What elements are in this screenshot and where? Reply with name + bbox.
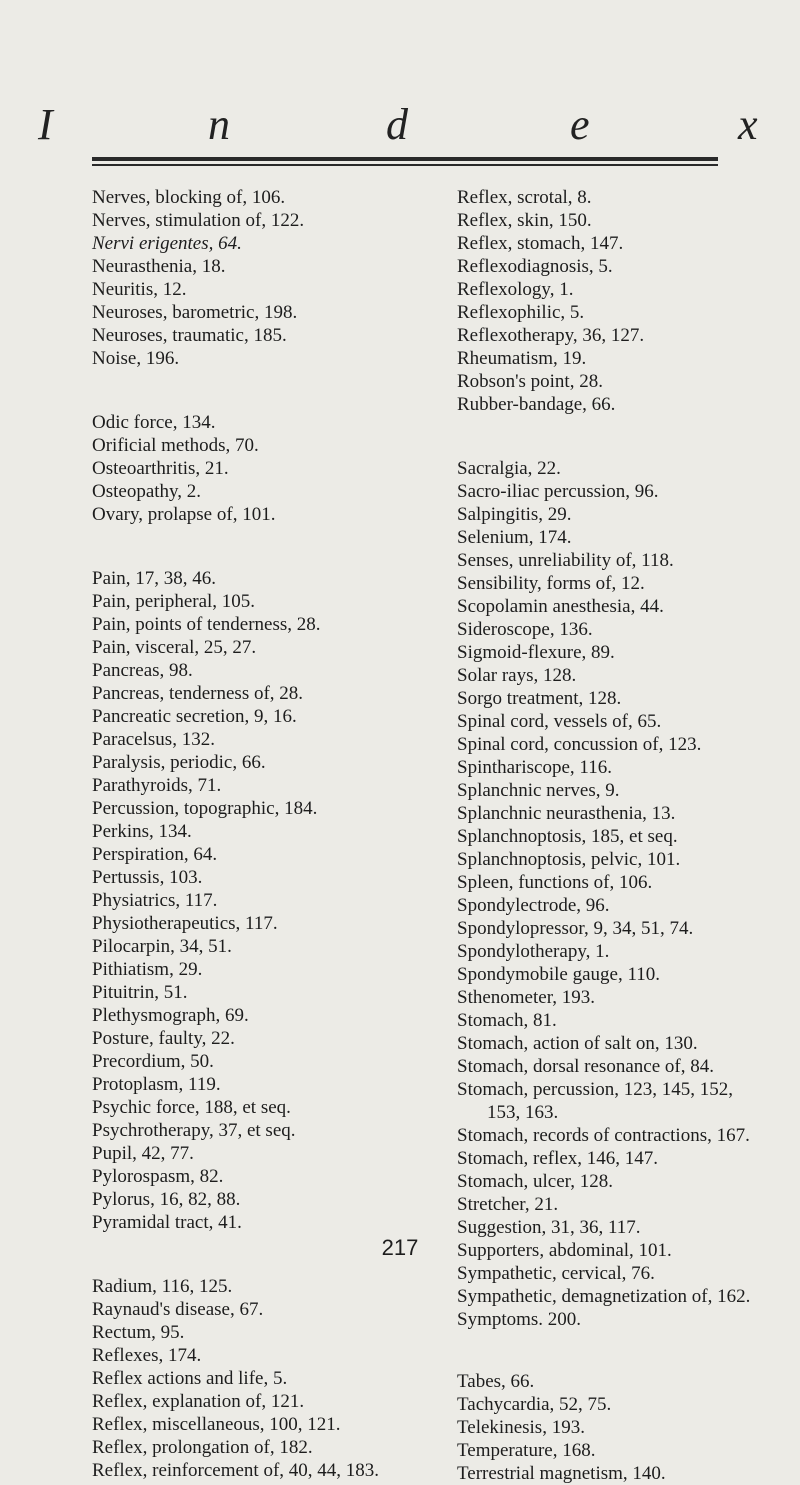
index-entry: Senses, unreliability of, 118. [457, 550, 674, 571]
index-entry: Telekinesis, 193. [457, 1417, 585, 1438]
index-entry: Pertussis, 103. [92, 867, 203, 888]
index-entry: Sigmoid-flexure, 89. [457, 642, 615, 663]
index-entry: Pylorus, 16, 82, 88. [92, 1189, 241, 1210]
index-entry: Reflexotherapy, 36, 127. [457, 325, 645, 346]
index-entry: Stretcher, 21. [457, 1194, 559, 1215]
index-entry: Protoplasm, 119. [92, 1074, 221, 1095]
index-entry: Sensibility, forms of, 12. [457, 573, 645, 594]
index-entry: Physiotherapeutics, 117. [92, 913, 278, 934]
index-entry: Ovary, prolapse of, 101. [92, 504, 276, 525]
index-entry: Tachycardia, 52, 75. [457, 1394, 612, 1415]
index-entry: Sorgo treatment, 128. [457, 688, 622, 709]
group-spacer [92, 526, 422, 567]
index-entry-continuation: 153, 163. [487, 1102, 559, 1123]
index-entry: Spondylectrode, 96. [457, 895, 610, 916]
page-number: 217 [381, 1235, 419, 1260]
index-entry: Reflex, scrotal, 8. [457, 187, 592, 208]
index-entry: Sthenometer, 193. [457, 987, 596, 1008]
index-entry: Nerves, stimulation of, 122. [92, 210, 305, 231]
group-spacer [92, 370, 422, 411]
index-entry: Paracelsus, 132. [92, 729, 215, 750]
index-entry: Osteoarthritis, 21. [92, 458, 229, 479]
index-entry: Sacro-iliac percussion, 96. [457, 481, 659, 502]
index-entry: Neurasthenia, 18. [92, 256, 226, 277]
index-entry: Selenium, 174. [457, 527, 572, 548]
index-entry: Pituitrin, 51. [92, 982, 188, 1003]
index-entry: Pylorospasm, 82. [92, 1166, 224, 1187]
index-entry: Symptoms. 200. [457, 1309, 582, 1330]
index-entry: Stomach, dorsal resonance of, 84. [457, 1056, 714, 1077]
index-entry: Splanchnic neurasthenia, 13. [457, 803, 676, 824]
index-entry: Reflex, miscellaneous, 100, 121. [92, 1414, 341, 1435]
heading-letter: d [386, 100, 408, 149]
index-entry: Splanchnoptosis, pelvic, 101. [457, 849, 681, 870]
index-entry: Percussion, topographic, 184. [92, 798, 318, 819]
index-entry: Reflex actions and life, 5. [92, 1368, 288, 1389]
index-entry: Rheumatism, 19. [457, 348, 587, 369]
index-entry: Splanchnoptosis, 185, et seq. [457, 826, 678, 847]
index-entry: Spondylopressor, 9, 34, 51, 74. [457, 918, 694, 939]
index-entry: Sympathetic, demagnetization of, 162. [457, 1286, 751, 1307]
index-entry: Stomach, records of contractions, 167. [457, 1125, 750, 1146]
index-entry: Reflexophilic, 5. [457, 302, 585, 323]
index-entry: Reflex, prolongation of, 182. [92, 1437, 313, 1458]
index-entry: Salpingitis, 29. [457, 504, 572, 525]
index-entry: Reflexes, 174. [92, 1345, 202, 1366]
index-entry: Tabes, 66. [457, 1371, 535, 1392]
index-entry: Parathyroids, 71. [92, 775, 222, 796]
heading-rule [92, 164, 718, 166]
index-entry: Plethysmograph, 69. [92, 1005, 249, 1026]
index-entry: Spinal cord, vessels of, 65. [457, 711, 662, 732]
index-entry [92, 232, 422, 255]
index-entry: Neuritis, 12. [92, 279, 187, 300]
index-entry: Stomach, reflex, 146, 147. [457, 1148, 659, 1169]
index-entry: Pain, visceral, 25, 27. [92, 637, 257, 658]
left-column [92, 186, 422, 1482]
index-entry: Solar rays, 128. [457, 665, 577, 686]
index-entry: Odic force, 134. [92, 412, 216, 433]
index-entry: Spondylotherapy, 1. [457, 941, 610, 962]
index-entry: Sacralgia, 22. [457, 458, 561, 479]
index-entry: Pain, peripheral, 105. [92, 591, 256, 612]
index-entry: Spondymobile gauge, 110. [457, 964, 660, 985]
index-entry: Supporters, abdominal, 101. [457, 1240, 672, 1261]
index-entry: Pilocarpin, 34, 51. [92, 936, 232, 957]
index-entry: Rubber-bandage, 66. [457, 394, 616, 415]
index-group-o [92, 411, 422, 526]
index-entry: Physiatrics, 117. [92, 890, 218, 911]
index-entry: Radium, 116, 125. [92, 1276, 233, 1297]
index-entry: Reflex, skin, 150. [457, 210, 592, 231]
index-entry: Robson's point, 28. [457, 371, 603, 392]
index-entry: Neuroses, traumatic, 185. [92, 325, 287, 346]
index-heading [36, 100, 756, 150]
index-entry: Raynaud's disease, 67. [92, 1299, 264, 1320]
index-entry: Pancreatic secretion, 9, 16. [92, 706, 297, 727]
index-entry: Psychic force, 188, et seq. [92, 1097, 291, 1118]
index-entry: Spleen, functions of, 106. [457, 872, 653, 893]
index-entry-term: Nervi erigentes, 64. [92, 233, 242, 254]
right-column [457, 186, 757, 1485]
index-entry: Reflex, explanation of, 121. [92, 1391, 305, 1412]
index-entry: Posture, faulty, 22. [92, 1028, 235, 1049]
index-entry: Pancreas, tenderness of, 28. [92, 683, 304, 704]
index-entry: Nerves, blocking of, 106. [92, 187, 286, 208]
index-entry: Pithiatism, 29. [92, 959, 203, 980]
heading-letter: e [570, 100, 590, 149]
index-entry: Paralysis, periodic, 66. [92, 752, 266, 773]
index-entry: Spinthariscope, 116. [457, 757, 612, 778]
index-entry: Rectum, 95. [92, 1322, 185, 1343]
index-group-s [457, 457, 757, 1331]
index-entry: Spinal cord, concussion of, 123. [457, 734, 702, 755]
index-entry: Noise, 196. [92, 348, 180, 369]
index-entry: Osteopathy, 2. [92, 481, 202, 502]
index-entry: Scopolamin anesthesia, 44. [457, 596, 664, 617]
index-entry: Suggestion, 31, 36, 117. [457, 1217, 641, 1238]
index-entry: Stomach, ulcer, 128. [457, 1171, 613, 1192]
heading-letter: n [208, 100, 230, 149]
index-entry: Splanchnic nerves, 9. [457, 780, 620, 801]
index-entry: Reflex, reinforcement of, 40, 44, 183. [92, 1460, 380, 1481]
index-entry: Pyramidal tract, 41. [92, 1212, 242, 1233]
group-spacer [457, 1331, 757, 1370]
group-spacer [457, 416, 757, 457]
index-group-r-cont [457, 186, 757, 416]
index-entry: Pain, 17, 38, 46. [92, 568, 217, 589]
index-entry: Precordium, 50. [92, 1051, 214, 1072]
index-entry: Terrestrial magnetism, 140. [457, 1463, 666, 1484]
index-entry: Sympathetic, cervical, 76. [457, 1263, 655, 1284]
heading-letter: x [738, 100, 758, 149]
index-entry: Stomach, action of salt on, 130. [457, 1033, 698, 1054]
index-group-p [92, 567, 422, 1234]
index-entry: Pain, points of tenderness, 28. [92, 614, 321, 635]
index-group-t [457, 1370, 757, 1485]
index-entry: Stomach, 81. [457, 1010, 557, 1031]
index-entry: Orificial methods, 70. [92, 435, 259, 456]
index-entry: Reflexodiagnosis, 5. [457, 256, 613, 277]
index-entry: Perkins, 134. [92, 821, 192, 842]
index-entry: Stomach, percussion, 123, 145, 152, [457, 1079, 734, 1100]
heading-letter: I [38, 100, 53, 149]
index-entry: Perspiration, 64. [92, 844, 218, 865]
heading-rule [92, 157, 718, 161]
index-group-n [92, 186, 422, 370]
index-entry: Sideroscope, 136. [457, 619, 593, 640]
index-entry: Temperature, 168. [457, 1440, 596, 1461]
index-entry: Psychrotherapy, 37, et seq. [92, 1120, 296, 1141]
index-entry: Pupil, 42, 77. [92, 1143, 194, 1164]
index-group-r [92, 1275, 422, 1482]
index-entry: Reflexology, 1. [457, 279, 574, 300]
index-entry: Pancreas, 98. [92, 660, 193, 681]
index-entry: Reflex, stomach, 147. [457, 233, 624, 254]
index-entry: Neuroses, barometric, 198. [92, 302, 298, 323]
